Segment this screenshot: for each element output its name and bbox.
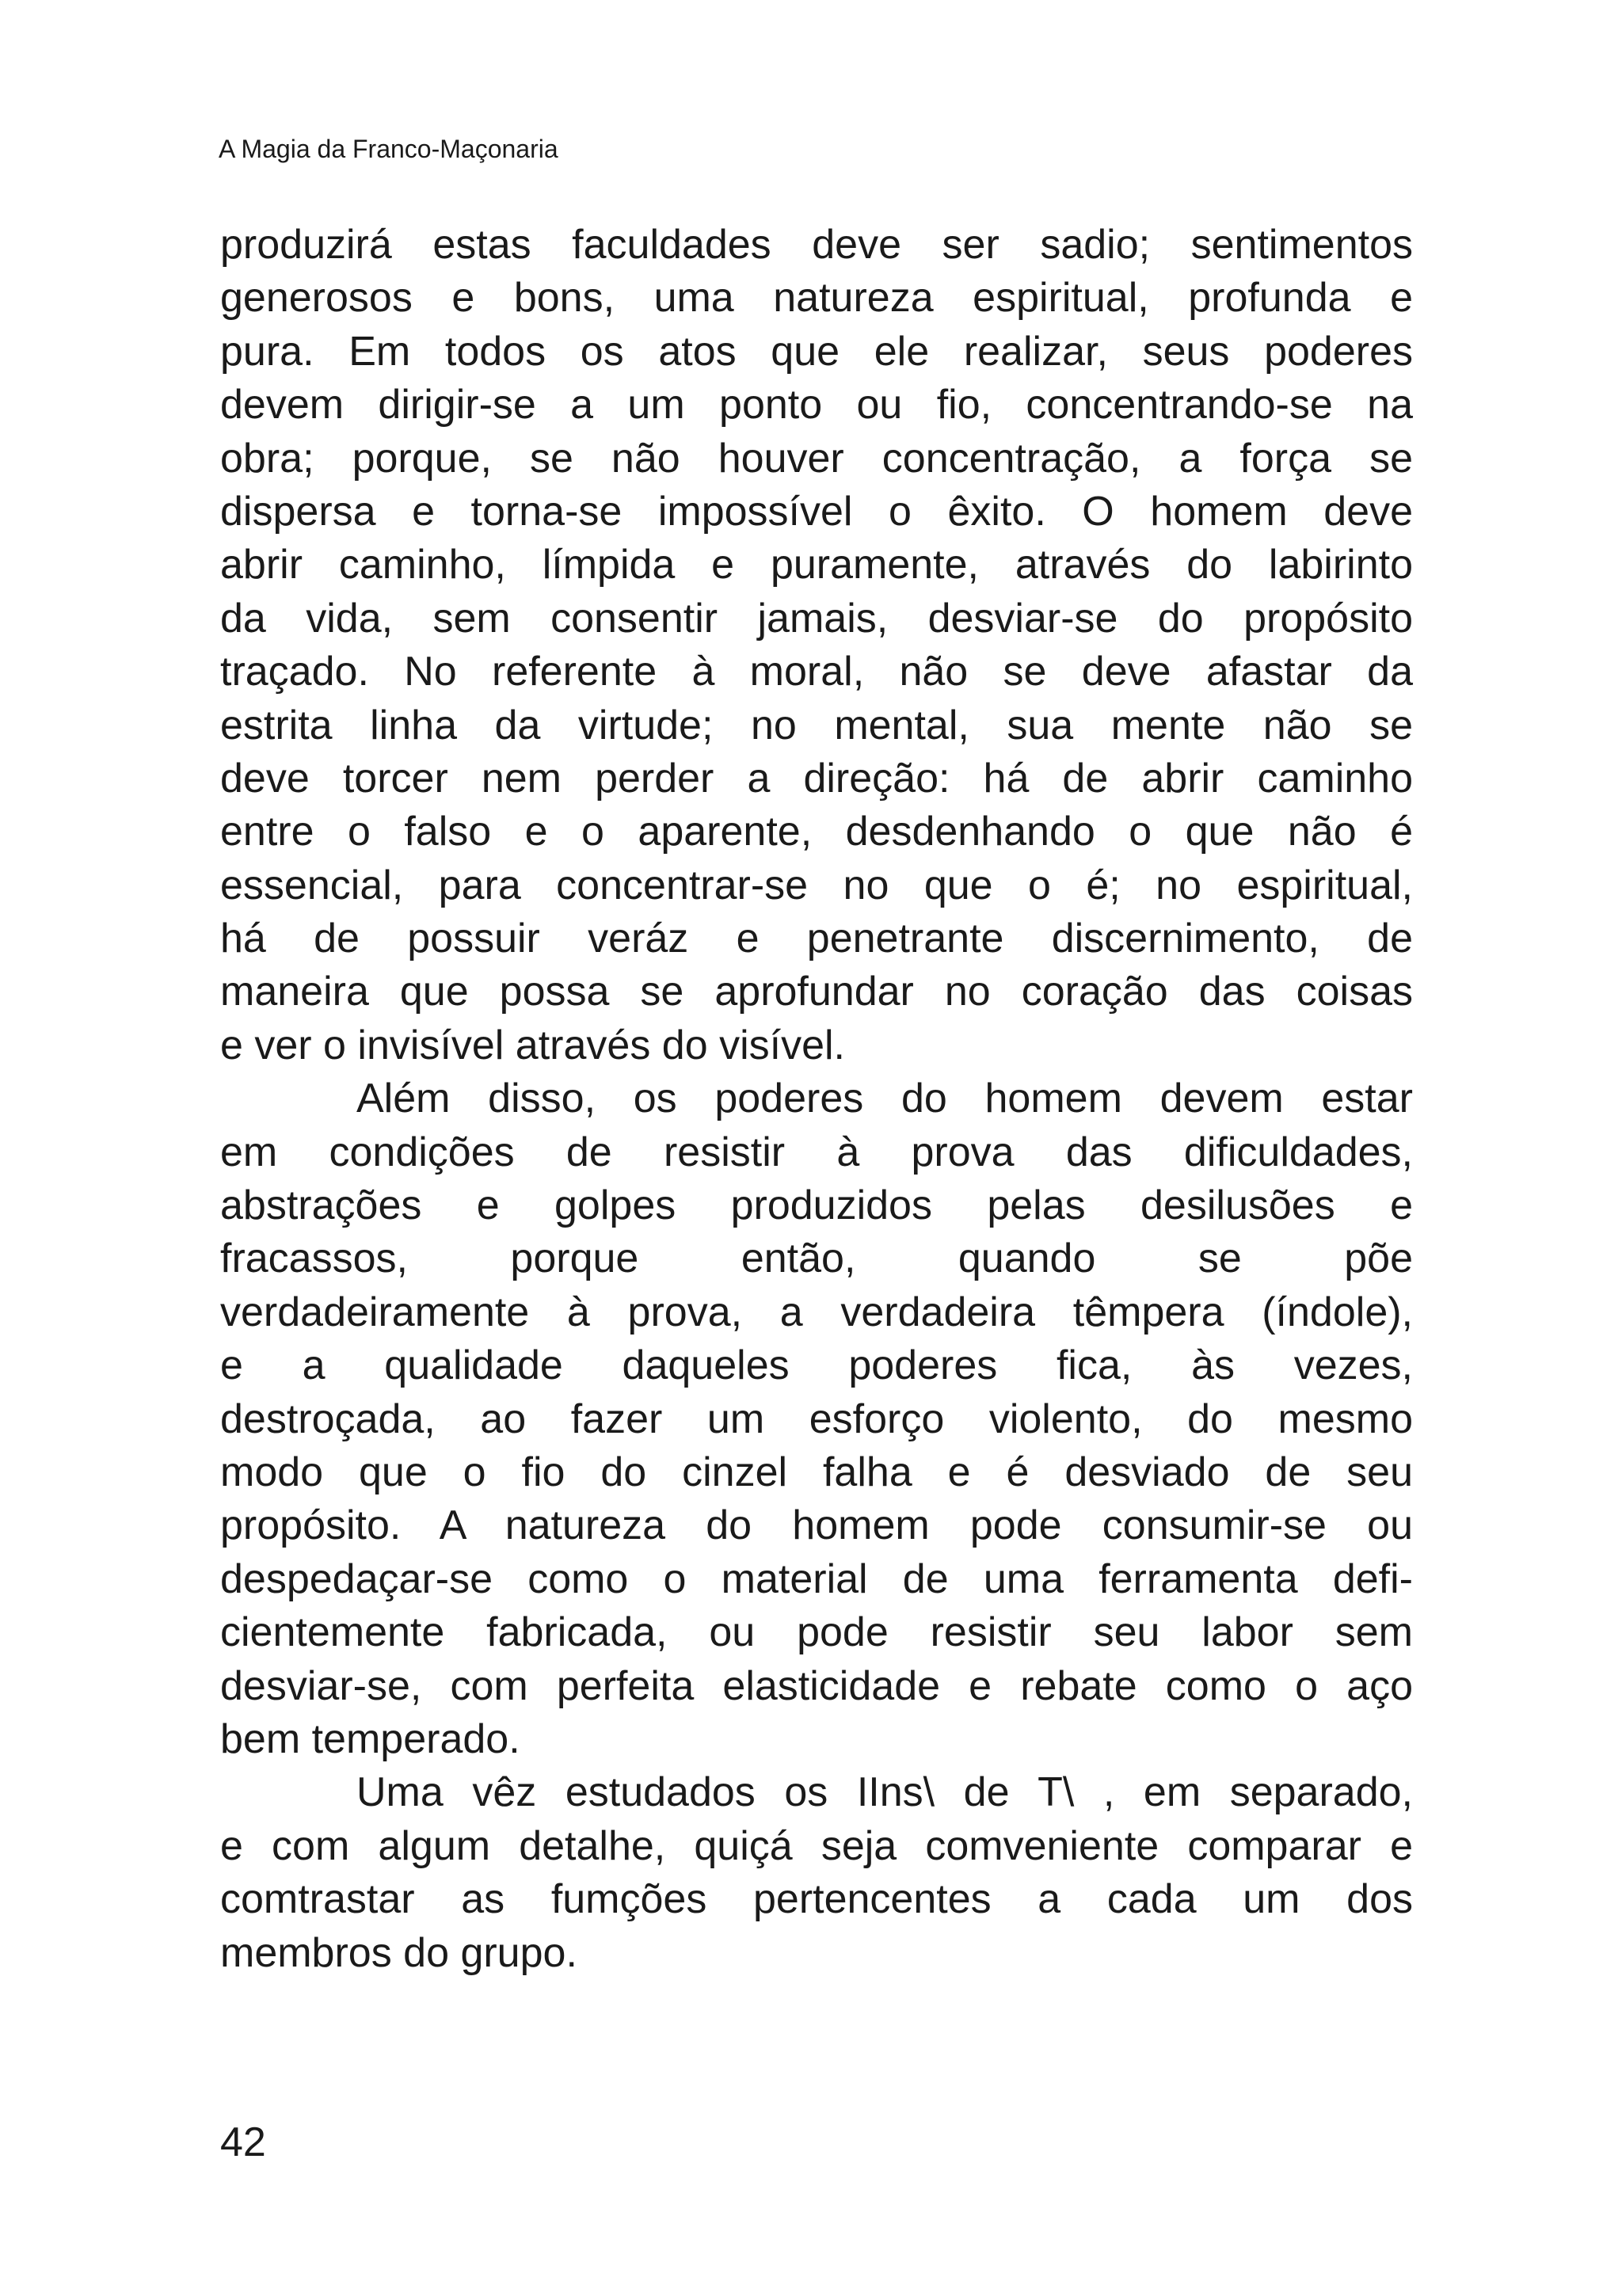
- text-line: produzirá estas faculdades deve ser sadio; sentimentos: [220, 222, 1413, 268]
- text-line: Uma vêz estudados os IIns\ de T\ , em separado,: [356, 1769, 1413, 1816]
- text-line: desviar-se, com perfeita elasticidade e rebate como o aço: [220, 1662, 1413, 1709]
- text-line: generosos e bons, uma natureza espiritual, profunda e: [220, 275, 1413, 322]
- running-header: A Magia da Franco-Maçonaria: [219, 135, 558, 163]
- text-line: modo que o fio do cinzel falha e é desviado de seu: [220, 1449, 1413, 1495]
- text-line: obra; porque, se não houver concentração, a força se: [220, 435, 1413, 482]
- text-line: e a qualidade daqueles poderes fica, às vezes,: [220, 1342, 1413, 1389]
- text-line: propósito. A natureza do homem pode consumir-se ou: [220, 1502, 1413, 1549]
- text-line: verdadeiramente à prova, a verdadeira têmpera (índole),: [220, 1289, 1413, 1335]
- paragraph-1: [220, 219, 1413, 1072]
- text-line: em condições de resistir à prova das dificuldades,: [220, 1129, 1413, 1175]
- text-line: traçado. No referente à moral, não se deve afastar da: [220, 649, 1413, 695]
- text-line: membros do grupo.: [220, 1929, 577, 1976]
- text-line: abrir caminho, límpida e puramente, através do labirinto: [220, 542, 1413, 588]
- paragraph-2: [220, 1072, 1413, 1766]
- text-line: Além disso, os poderes do homem devem estar: [356, 1076, 1413, 1122]
- page-body: [220, 219, 1413, 1980]
- text-line: abstrações e golpes produzidos pelas desilusões e: [220, 1182, 1413, 1229]
- text-line: devem dirigir-se a um ponto ou fio, concentrando-se na: [220, 382, 1413, 428]
- text-line: estrita linha da virtude; no mental, sua mente não se: [220, 702, 1413, 748]
- text-line: essencial, para concentrar-se no que o é; no espiritual,: [220, 862, 1413, 908]
- text-line: e ver o invisível através do visível.: [220, 1022, 845, 1068]
- text-line: despedaçar-se como o material de uma ferramenta defi-: [220, 1555, 1413, 1602]
- text-line: entre o falso e o aparente, desdenhando o que não é: [220, 809, 1413, 855]
- paragraph-3: [220, 1766, 1413, 1980]
- text-line: e com algum detalhe, quiçá seja comveniente comparar e: [220, 1822, 1413, 1869]
- text-line: há de possuir veráz e penetrante discernimento, de: [220, 916, 1413, 962]
- text-line: maneira que possa se aprofundar no coração das coisas: [220, 969, 1413, 1015]
- text-line: bem temperado.: [220, 1715, 520, 1762]
- text-line: dispersa e torna-se impossível o êxito. O homem deve: [220, 488, 1413, 535]
- text-line: deve torcer nem perder a direção: há de abrir caminho: [220, 755, 1413, 802]
- page-number: 42: [220, 2119, 266, 2165]
- text-line: fracassos, porque então, quando se põe: [220, 1236, 1413, 1282]
- text-line: pura. Em todos os atos que ele realizar, seus poderes: [220, 328, 1413, 375]
- text-line: da vida, sem consentir jamais, desviar-se do propósito: [220, 595, 1413, 642]
- text-line: comtrastar as fumções pertencentes a cada um dos: [220, 1876, 1413, 1923]
- text-line: destroçada, ao fazer um esforço violento, do mesmo: [220, 1395, 1413, 1442]
- text-line: cientemente fabricada, ou pode resistir seu labor sem: [220, 1609, 1413, 1656]
